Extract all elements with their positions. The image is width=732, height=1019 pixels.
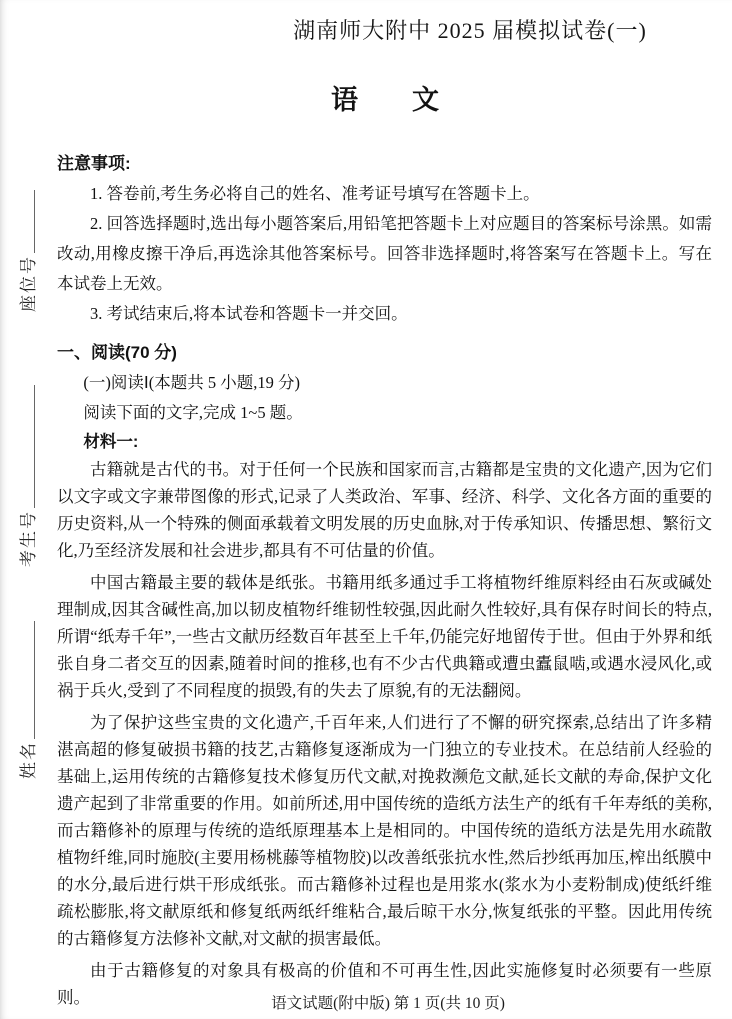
material-paragraph-4: 由于古籍修复的对象具有极高的价值和不可再生性,因此实施修复时必须要有一些原则。 — [57, 961, 712, 1007]
material-one-label: 材料一: — [83, 433, 139, 451]
reading-section — [57, 338, 712, 1016]
material-paragraph-1: 古籍就是古代的书。对于任何一个民族和国家而言,古籍都是宝贵的文化遗产,因为它们以文字或文字兼带图像的形式,记录了人类政治、军事、经济、科学、文化各方面的重要的历史资料,从一个特殊的侧面承载着文明发展的历史血脉,对于传承知识、传播思想、繁衍文化,乃至经济发展和社会进步,都具有不可估量的价值。 — [57, 460, 712, 560]
examinee-number-field — [15, 385, 39, 567]
examinee-number-label: 考生号 — [19, 510, 38, 567]
material-paragraph-3: 为了保护这些宝贵的文化遗产,千百年来,人们进行了不懈的研究探索,总结出了许多精湛高超的修复破损书籍的技艺,古籍修复逐渐成为一门独立的专业技术。在总结前人经验的基础上,运用传统的古籍修复技术修复历代文献,对挽救濒危文献,延长文献的寿命,保护文化遗产起到了非常重要的作用。如前所述,用中国传统的造纸方法生产的纸有千年寿纸的美称,而古籍修补的原理与传统的造纸原理基本上是相同的。中国传统的造纸方法是先用水疏散植物纤维,同时施胶(主要用杨桃藤等植物胶)以改善纸张抗水性,然后抄纸再加压,榨出纸膜中的水分,最后进行烘干形成纸张。而古籍修补过程也是用浆水(浆水为小麦粉制成)使纸纤维疏松膨胀,将文献原纸和修复纸两纸纤维粘合,最后晾干水分,恢复纸张的平整。因此用传统的古籍修复方法修补文献,对文献的损害最低。 — [57, 713, 712, 948]
seat-number-label: 座位号 — [19, 255, 38, 312]
section-instruction: 阅读下面的文字,完成 1~5 题。 — [83, 403, 303, 422]
exam-title: 湖南师大附中 2025 届模拟试卷(一) — [293, 18, 647, 43]
page-footer: 语文试题(附中版) 第 1 页(共 10 页) — [271, 995, 505, 1012]
student-name-field — [15, 621, 39, 779]
examinee-number-blank-line — [34, 385, 35, 508]
notice-item-3: 3. 考试结束后,将本试卷和答题卡一并交回。 — [90, 304, 408, 323]
notice-section — [57, 149, 712, 329]
student-name-label: 姓名 — [19, 741, 38, 779]
exam-subject: 语 文 — [331, 85, 439, 115]
notice-heading: 注意事项: — [57, 154, 131, 173]
material-paragraph-2: 中国古籍最主要的载体是纸张。书籍用纸多通过手工将植物纤维原料经由石灰或碱处理制成,因其含碱性高,加以韧皮植物纤维韧性较强,因此耐久性较好,具有保存时间长的特点,所谓“纸寿千年”,一些古文献历经数百年甚至上千年,仍能完好地留传于世。但由于外界和纸张自身二者交互的因素,随着时间的推移,也有不少古代典籍或遭虫蠹鼠啮,或遇水浸风化,或祸于兵火,受到了不同程度的损毁,有的失去了原貌,有的无法翻阅。 — [57, 573, 712, 700]
section-subheading: (一)阅读Ⅰ(本题共 5 小题,19 分) — [83, 373, 300, 392]
notice-item-1: 1. 答卷前,考生务必将自己的姓名、准考证号填写在答题卡上。 — [90, 184, 540, 203]
notice-item-2: 2. 回答选择题时,选出每小题答案后,用铅笔把答题卡上对应题目的答案标号涂黑。如需改动,用橡皮擦干净后,再选涂其他答案标号。回答非选择题时,将答案写在答题卡上。写在本试卷上无效。 — [57, 214, 712, 293]
student-name-blank-line — [34, 621, 35, 739]
section-heading: 一、阅读(70 分) — [57, 343, 177, 362]
seat-number-blank-line — [34, 190, 35, 253]
seat-number-field — [15, 190, 39, 312]
